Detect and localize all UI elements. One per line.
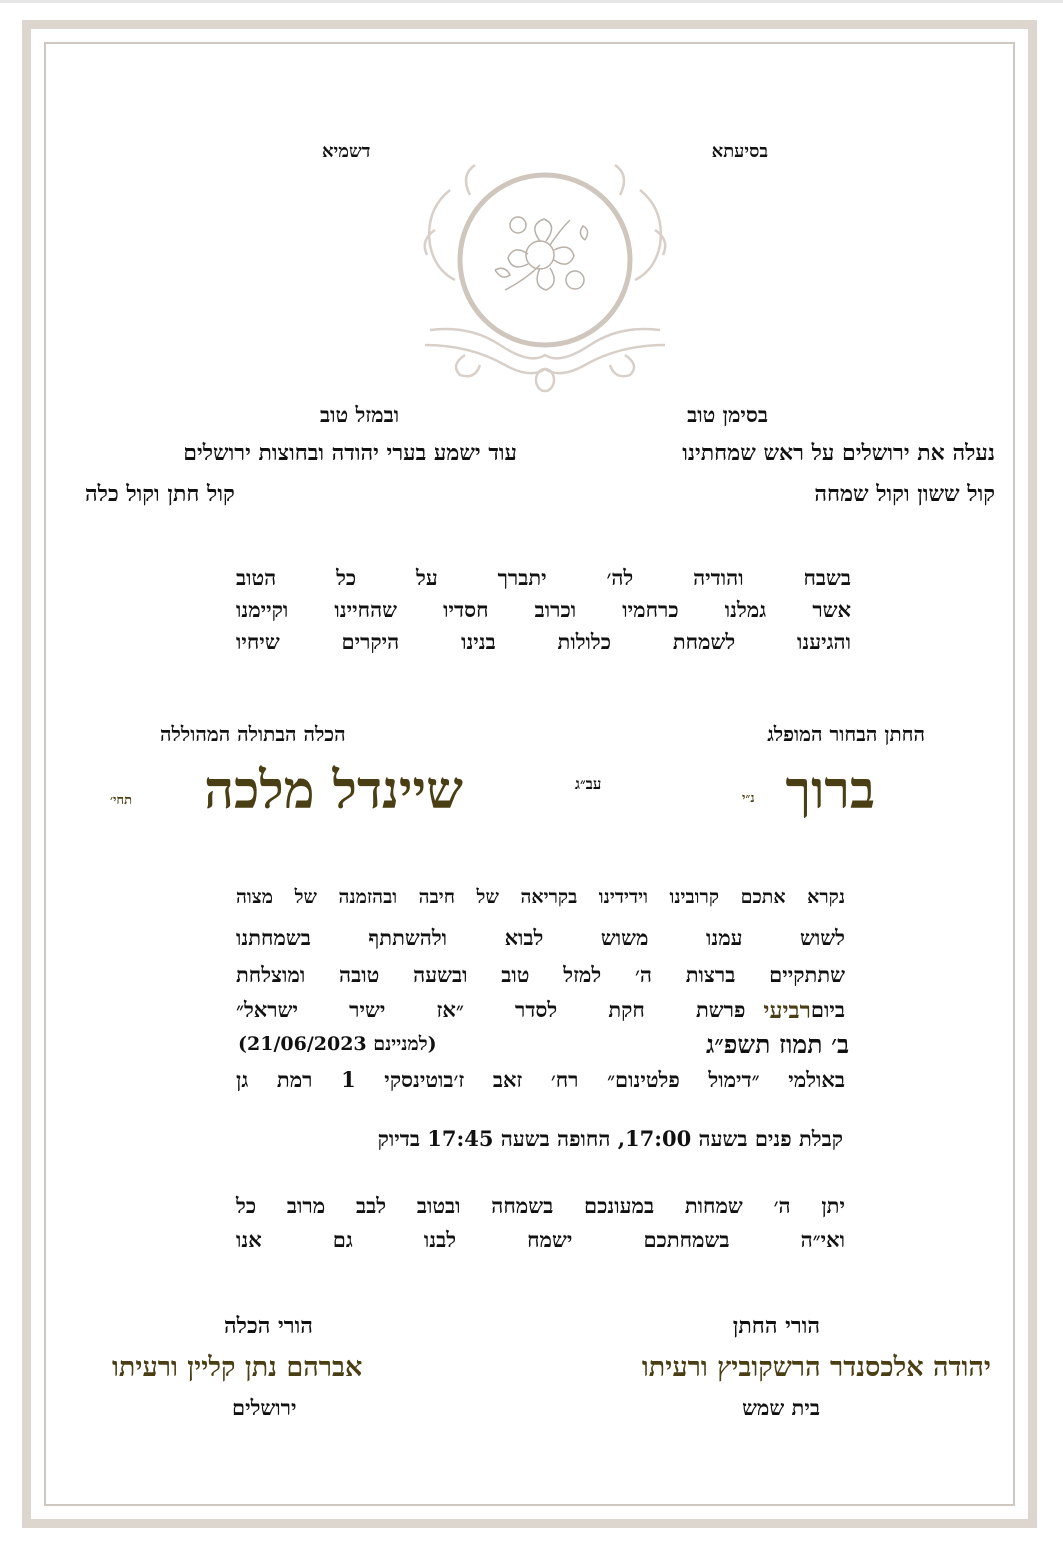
invite-line1: נקרא אתכם קרובינו וידידינו בקריאה של חיבה ובהזמנה של מצוה [236, 886, 845, 908]
invite-day: רביעי [763, 997, 811, 1024]
top-edge-line [0, 0, 1063, 3]
left-blessing-line2: קול חתן וקול כלה [85, 481, 235, 507]
bsiata-text: בסיעתא [711, 141, 768, 162]
left-blessing-title: ובמזל טוב [320, 402, 400, 427]
groom-parents-label: הורי החתן [732, 1313, 820, 1339]
invite-line3: שתתקיים ברצות ה׳ למזל טוב ובשעה טובה ומוצלחת [236, 962, 845, 987]
floral-wreath-emblem [410, 150, 680, 400]
gregorian-date: (למניינם 21/06/2023) [238, 1033, 437, 1055]
groom-name: ברוך [785, 760, 875, 821]
invite-line4-pre: ביום [810, 997, 845, 1022]
thanks-line1: בשבח והודיה לה׳ יתברך על כל הטוב [236, 565, 851, 590]
blessing-line2: ואי״ה בשמחתכם ישמח לבנו גם אנו [236, 1227, 845, 1252]
bride-parents-city: ירושלים [232, 1395, 297, 1420]
blessing-line1: יתן ה׳ שמחות במעונכם בשמחה ובטוב לבב מרוב כל [236, 1193, 845, 1218]
dishmaya-text: דשמיא [322, 141, 371, 162]
bride-name: שיינדל מלכה [204, 760, 463, 821]
bride-parents-label: הורי הכלה [224, 1313, 313, 1339]
right-blessing-line2: קול ששון וקול שמחה [814, 481, 995, 507]
event-times: קבלת פנים בשעה 17:00, החופה בשעה 17:45 בדיוק [377, 1126, 843, 1151]
right-blessing-line1: נעלה את ירושלים על ראש שמחתינו [682, 440, 995, 466]
invite-line4-rest: פרשת חקת לסדר ״אז ישיר ישראל״ [236, 997, 746, 1022]
venue-text: באולמי ״דימול פלטינום״ רח׳ זאב ז׳בוטינסקי 1 רמת גן [236, 1067, 845, 1092]
right-blessing-title: בסימן טוב [687, 402, 768, 427]
hebrew-date: ב׳ תמוז תשפ״ג [706, 1030, 849, 1059]
invite-line2: לשוש עמנו משוש לבוא ולהשתתף בשמחתנו [236, 925, 845, 950]
groom-parents-city: בית שמש [742, 1395, 820, 1420]
left-blessing-line1: עוד ישמע בערי יהודה ובחוצות ירושלים [183, 440, 517, 466]
groom-honorific: נ״י [742, 791, 755, 806]
bride-honorific: תחי׳ [110, 793, 133, 808]
thanks-line3: והגיענו לשמחת כלולות בנינו היקרים שיחיו [236, 629, 851, 654]
bride-title: הכלה הבתולה המהוללה [160, 722, 346, 746]
thanks-line2: אשר גמלנו כרחמיו וכרוב חסדיו שהחיינו וקיימנו [236, 597, 851, 622]
bh-abbreviation: עב״ג [575, 775, 602, 793]
groom-title: החתן הבחור המופלג [767, 722, 925, 746]
groom-parents-names: יהודה אלכסנדר הרשקוביץ ורעיתו [641, 1352, 991, 1383]
bride-parents-names: אברהם נתן קליין ורעיתו [112, 1352, 363, 1383]
invite-line4 [236, 997, 845, 1024]
